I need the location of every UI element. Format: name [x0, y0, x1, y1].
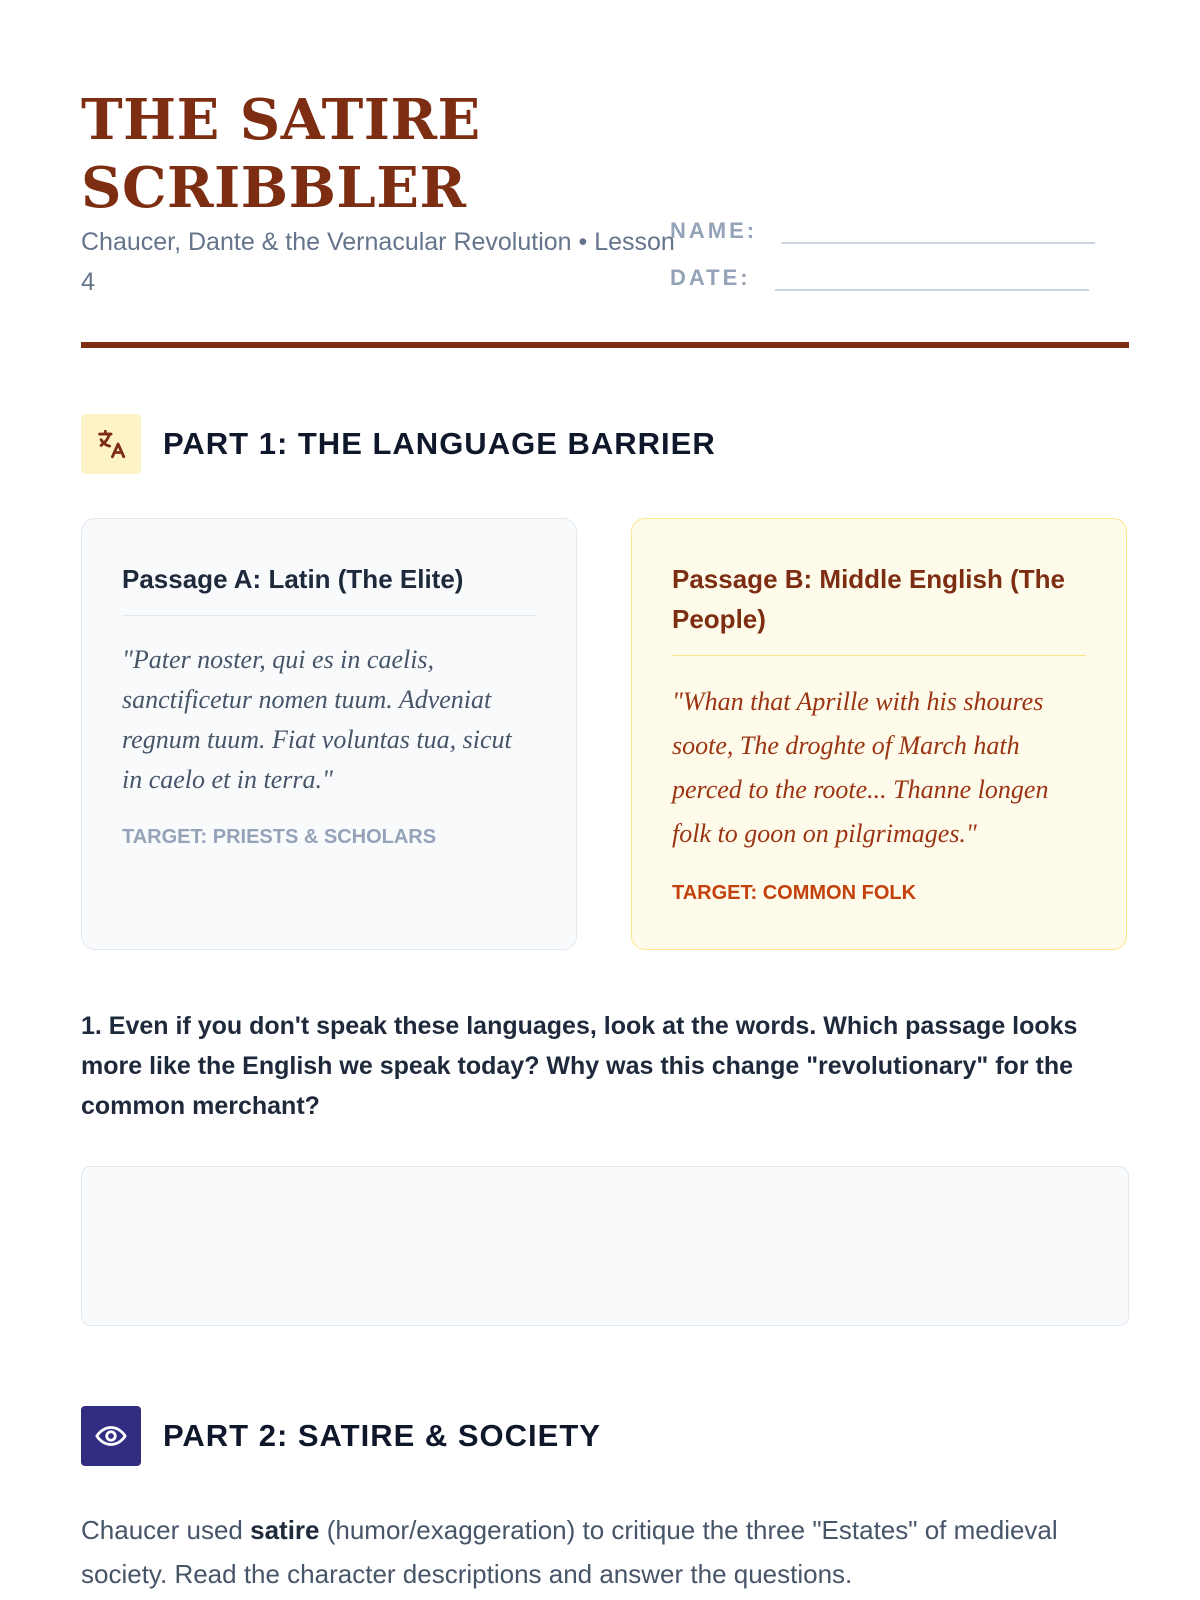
satire-term: satire [250, 1515, 320, 1545]
worksheet-title [81, 86, 601, 222]
part2-intro-start: Chaucer used [81, 1515, 251, 1545]
passage-b-target: TARGET: COMMON FOLK [672, 882, 917, 904]
lesson-subtitle: Chaucer, Dante & the Vernacular Revolution • Lesson 4 [81, 228, 675, 296]
passage-b-card [631, 518, 1127, 950]
question-1-answer-box[interactable] [81, 1166, 1129, 1326]
passage-b-quote: "Whan that Aprille with his shoures soote, The droghte of March hath perced to the roote... Thanne longen folk to goon on pilgrimages." [672, 687, 1049, 848]
date-blank-line[interactable] [775, 267, 1089, 291]
passage-a-title: Passage A: Latin (The Elite) [122, 559, 536, 616]
question-1: 1. Even if you don't speak these languages, look at the words. Which passage looks more like the English we speak today? Why was this change "revolutionary" for the common merchant? [81, 1012, 1078, 1120]
eye-icon [81, 1406, 141, 1466]
date-label: DATE: [670, 265, 751, 290]
part2-header [81, 1406, 601, 1466]
header-divider [81, 342, 1129, 348]
translate-icon [81, 414, 141, 474]
title-line-1: THE SATIRE [81, 87, 481, 153]
title-line-2: SCRIBBLER [81, 155, 467, 221]
name-label: NAME: [670, 218, 758, 243]
part1-title: PART 1: THE LANGUAGE BARRIER [163, 426, 716, 461]
passage-a-target: TARGET: PRIESTS & SCHOLARS [122, 826, 437, 848]
passage-a-card [81, 518, 577, 950]
part2-intro-end: (humor/exaggeration) to critique the three "Estates" of medieval society. Read the character descriptions and answer the questions. [81, 1515, 1058, 1589]
part2-title: PART 2: SATIRE & SOCIETY [163, 1418, 601, 1453]
name-blank-line[interactable] [781, 220, 1095, 244]
passage-a-quote: "Pater noster, qui es in caelis, sanctificetur nomen tuum. Adveniat regnum tuum. Fiat voluntas tua, sicut in caelo et in terra." [122, 645, 512, 794]
date-field [670, 265, 1089, 291]
passage-b-title: Passage B: Middle English (The People) [672, 559, 1086, 656]
name-field [670, 218, 1095, 244]
part1-header [81, 414, 716, 474]
part2-intro [81, 1508, 1129, 1596]
